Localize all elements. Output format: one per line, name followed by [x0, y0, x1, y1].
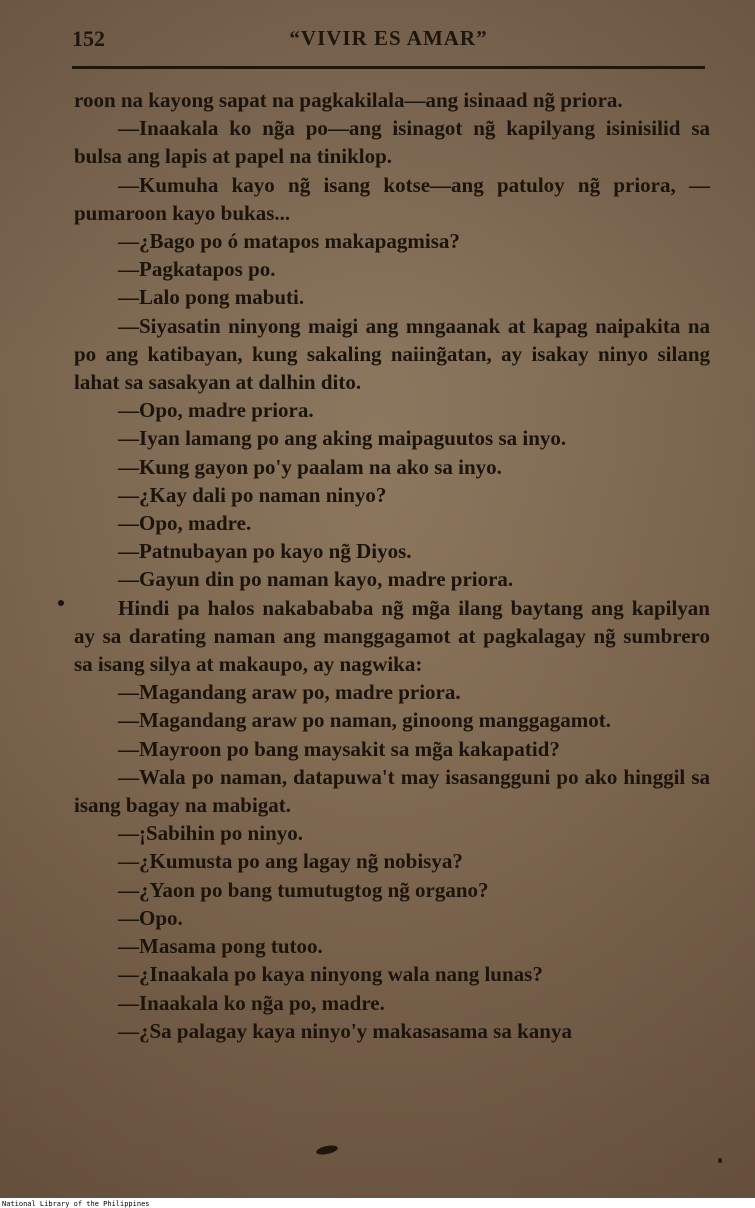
- paragraph: —¿Kumusta po ang lagay ng̃ nobisya?: [118, 849, 463, 874]
- paragraph: —Inaakala ko ng̃a po—ang isinagot ng̃ kapilyang isinisilid sa bulsa ang lapis at papel na tiniklop.: [74, 116, 710, 169]
- paragraph: Hindi pa halos nakabababa ng̃ mg̃a ilang baytang ang kapilyan ay sa darating naman ang manggagamot at pagkalagay ng̃ sumbrero sa isang silya at makaupo, ay nagwika:: [74, 595, 710, 677]
- paragraph: —Opo, madre.: [118, 511, 252, 536]
- paragraph: —Wala po naman, datapuwa't may isasangguni po ako hinggil sa isang bagay na mabigat.: [74, 764, 710, 818]
- paragraph: —¿Sa palagay kaya ninyo'y makasasama sa kanya: [118, 1018, 572, 1043]
- page-speck: [58, 600, 64, 606]
- tailpiece-ornament: [315, 1144, 338, 1156]
- body-text: [74, 86, 710, 1045]
- paragraph: —Patnubayan po kayo ng̃ Diyos.: [118, 539, 412, 564]
- running-title: “VIVIR ES AMAR”: [289, 26, 488, 50]
- paragraph: —Pagkatapos po.: [118, 257, 276, 282]
- paragraph: —Iyan lamang po ang aking maipaguutos sa inyo.: [118, 426, 567, 451]
- scan-credit: National Library of the Philippines: [2, 1200, 150, 1208]
- paragraph: —Siyasatin ninyong maigi ang mngaanak at kapag naipakita na po ang katibayan, kung sakaling naiing̃atan, ay isakay ninyo silang lahat sa sasakyan at dalhin dito.: [74, 313, 710, 395]
- paragraph: —Magandang araw po naman, ginoong manggagamot.: [118, 708, 611, 733]
- paragraph: —Kung gayon po'y paalam na ako sa inyo.: [118, 454, 502, 479]
- paragraph: —Gayun din po naman kayo, madre priora.: [118, 567, 514, 592]
- paragraph: —¡Sabihin po ninyo.: [118, 821, 304, 846]
- page-speck: [718, 1158, 722, 1163]
- paragraph: —Opo.: [118, 905, 183, 930]
- page-header: [72, 26, 705, 60]
- page-number: 152: [72, 26, 105, 51]
- paragraph: —Opo, madre priora.: [118, 398, 314, 423]
- paragraph: —¿Kay dali po naman ninyo?: [118, 482, 387, 507]
- paragraph: —Magandang araw po, madre priora.: [118, 680, 461, 705]
- paragraph: roon na kayong sapat na pagkakilala—ang isinaad ng̃ priora.: [74, 88, 623, 112]
- paragraph: —Inaakala ko ng̃a po, madre.: [118, 990, 385, 1015]
- paragraph: —¿Yaon po bang tumutugtog ng̃ organo?: [118, 877, 489, 902]
- paragraph: —Kumuha kayo ng̃ isang kotse—ang patuloy ng̃ priora, —pumaroon kayo bukas...: [74, 172, 710, 225]
- paragraph: —Lalo pong mabuti.: [118, 285, 305, 310]
- paragraph: —¿Bago po ó matapos makapagmisa?: [118, 229, 460, 254]
- paragraph: —¿Inaakala po kaya ninyong wala nang lunas?: [118, 962, 543, 987]
- header-rule: [72, 66, 705, 69]
- paragraph: —Masama pong tutoo.: [118, 934, 323, 959]
- paragraph: —Mayroon po bang maysakit sa mg̃a kakapatid?: [118, 736, 560, 761]
